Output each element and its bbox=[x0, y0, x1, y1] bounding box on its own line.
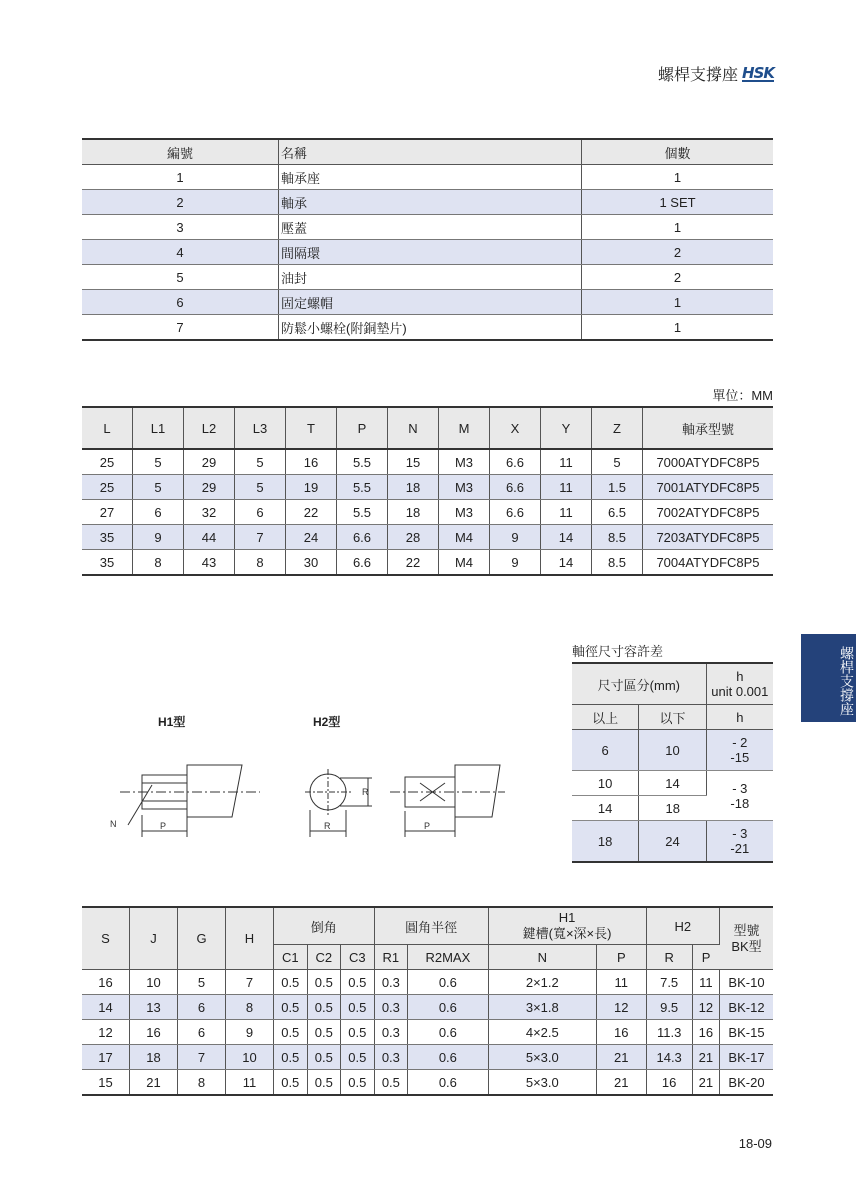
table-cell: 0.5 bbox=[307, 970, 341, 995]
dim-label-p-h1: P bbox=[160, 821, 167, 831]
table-cell: 6 bbox=[178, 995, 226, 1020]
bk-row bbox=[82, 995, 773, 1020]
table-cell: 6.6 bbox=[337, 550, 388, 576]
table-cell: 0.5 bbox=[374, 1070, 408, 1096]
tol-upper: - 3 bbox=[732, 826, 748, 841]
col-header-qty: 個數 bbox=[582, 139, 774, 165]
table-cell: 16 bbox=[692, 1020, 719, 1045]
table-cell: BK-10 bbox=[720, 970, 774, 995]
bk-header-chamfer: 倒角 bbox=[274, 907, 375, 945]
table-cell: 6.6 bbox=[490, 500, 541, 525]
table-cell: 6.6 bbox=[490, 475, 541, 500]
tol-cell: 6 bbox=[572, 730, 639, 771]
bk-sub-header: C1 bbox=[274, 945, 308, 970]
parts-row bbox=[82, 240, 773, 265]
table-cell: 14 bbox=[82, 995, 130, 1020]
table-cell: 0.5 bbox=[307, 1070, 341, 1096]
table-cell: 11 bbox=[692, 970, 719, 995]
table-cell: 8 bbox=[133, 550, 184, 576]
table-cell: 0.5 bbox=[274, 970, 308, 995]
table-cell: 5.5 bbox=[337, 475, 388, 500]
bk-table-body bbox=[82, 970, 773, 1096]
table-cell: 21 bbox=[597, 1070, 646, 1096]
table-cell: 18 bbox=[388, 500, 439, 525]
table-cell: 5×3.0 bbox=[488, 1045, 596, 1070]
tol-upper: - 2 bbox=[732, 735, 748, 750]
bk-sub-header: P bbox=[692, 945, 719, 970]
table-cell: 6 bbox=[82, 290, 279, 315]
table-cell: 2 bbox=[582, 265, 774, 290]
table-cell: 0.6 bbox=[408, 970, 488, 995]
table-cell: 44 bbox=[184, 525, 235, 550]
table-cell: 壓蓋 bbox=[279, 215, 582, 240]
tol-cell-h-merged bbox=[706, 771, 773, 821]
table-cell: 7004ATYDFC8P5 bbox=[643, 550, 774, 576]
dim-col-header: X bbox=[490, 407, 541, 449]
bk-header-h1 bbox=[488, 907, 646, 945]
tol-row bbox=[572, 821, 773, 863]
table-cell: 3×1.8 bbox=[488, 995, 596, 1020]
bk-sub-header: R1 bbox=[374, 945, 408, 970]
bk-header-j: J bbox=[130, 907, 178, 970]
table-cell: 8 bbox=[235, 550, 286, 576]
table-cell: 0.5 bbox=[341, 1020, 375, 1045]
table-cell: M4 bbox=[439, 550, 490, 576]
table-cell: 15 bbox=[82, 1070, 130, 1096]
table-cell: 0.5 bbox=[274, 1045, 308, 1070]
table-cell: 7 bbox=[82, 315, 279, 341]
table-cell: 0.5 bbox=[341, 1070, 375, 1096]
dim-col-header: L2 bbox=[184, 407, 235, 449]
table-cell: 0.5 bbox=[274, 1020, 308, 1045]
dim-row bbox=[82, 525, 773, 550]
bk-row bbox=[82, 1020, 773, 1045]
table-cell: 17 bbox=[82, 1045, 130, 1070]
unit-label: 單位：MM bbox=[712, 388, 773, 403]
table-cell: BK-17 bbox=[720, 1045, 774, 1070]
table-cell: 0.6 bbox=[408, 1045, 488, 1070]
table-cell: 7.5 bbox=[646, 970, 692, 995]
bk-header-model bbox=[720, 907, 774, 970]
table-cell: 9 bbox=[490, 525, 541, 550]
col-header-name: 名稱 bbox=[279, 139, 582, 165]
table-cell: 11 bbox=[541, 449, 592, 475]
table-cell: 間隔環 bbox=[279, 240, 582, 265]
table-cell: 21 bbox=[692, 1070, 719, 1096]
parts-table bbox=[82, 138, 773, 341]
table-cell: 7000ATYDFC8P5 bbox=[643, 449, 774, 475]
parts-row bbox=[82, 165, 773, 190]
tol-row bbox=[572, 771, 773, 796]
table-cell: 6 bbox=[178, 1020, 226, 1045]
bk-header-s: S bbox=[82, 907, 130, 970]
table-cell: 30 bbox=[286, 550, 337, 576]
table-cell: 11.3 bbox=[646, 1020, 692, 1045]
table-cell: 1 bbox=[582, 215, 774, 240]
parts-table-body bbox=[82, 165, 773, 341]
dim-col-header: L bbox=[82, 407, 133, 449]
table-cell: 0.6 bbox=[408, 995, 488, 1020]
bk-header-g: G bbox=[178, 907, 226, 970]
table-cell: 29 bbox=[184, 449, 235, 475]
table-cell: 3 bbox=[82, 215, 279, 240]
parts-row bbox=[82, 215, 773, 240]
table-cell: M3 bbox=[439, 449, 490, 475]
bk-header-radius: 圓角半徑 bbox=[374, 907, 488, 945]
h2-type-label: H2型 bbox=[313, 715, 341, 729]
table-cell: 0.5 bbox=[307, 1045, 341, 1070]
table-cell: 16 bbox=[130, 1020, 178, 1045]
table-cell: 6.6 bbox=[337, 525, 388, 550]
bk-sub-header: N bbox=[488, 945, 596, 970]
tol-sub-above: 以上 bbox=[572, 705, 639, 730]
table-cell: 1 SET bbox=[582, 190, 774, 215]
bk-header-h1-title: H1 bbox=[558, 910, 576, 925]
dim-label-r-h2: R bbox=[324, 821, 331, 831]
table-cell: 5 bbox=[82, 265, 279, 290]
table-cell: 7203ATYDFC8P5 bbox=[643, 525, 774, 550]
tol-cell: 14 bbox=[639, 771, 706, 796]
table-cell: 21 bbox=[597, 1045, 646, 1070]
dim-label-n: N bbox=[110, 819, 117, 829]
dimension-table-body bbox=[82, 449, 773, 575]
table-cell: 8.5 bbox=[592, 525, 643, 550]
table-cell: 24 bbox=[286, 525, 337, 550]
bk-header-h2: H2 bbox=[646, 907, 719, 945]
table-cell: 0.6 bbox=[408, 1020, 488, 1045]
bk-header-h: H bbox=[226, 907, 274, 970]
dim-col-header: L1 bbox=[133, 407, 184, 449]
table-cell: 18 bbox=[388, 475, 439, 500]
table-cell: 28 bbox=[388, 525, 439, 550]
page-number: 18-09 bbox=[738, 1136, 772, 1151]
table-cell: 16 bbox=[597, 1020, 646, 1045]
table-cell: 29 bbox=[184, 475, 235, 500]
table-cell: 2 bbox=[582, 240, 774, 265]
table-cell: 11 bbox=[541, 475, 592, 500]
table-cell: 16 bbox=[286, 449, 337, 475]
table-cell: 2 bbox=[82, 190, 279, 215]
parts-row bbox=[82, 265, 773, 290]
table-cell: 25 bbox=[82, 475, 133, 500]
table-cell: 10 bbox=[130, 970, 178, 995]
table-cell: 12 bbox=[597, 995, 646, 1020]
tol-cell-h bbox=[706, 730, 773, 771]
table-cell: 0.5 bbox=[307, 1020, 341, 1045]
table-cell: 7 bbox=[235, 525, 286, 550]
dim-row bbox=[82, 550, 773, 576]
bk-sub-header: C2 bbox=[307, 945, 341, 970]
tol-cell: 18 bbox=[639, 796, 706, 821]
dim-col-header: 軸承型號 bbox=[643, 407, 774, 449]
table-cell: 11 bbox=[226, 1070, 274, 1096]
shaft-end-diagram bbox=[100, 755, 520, 845]
dim-row bbox=[82, 475, 773, 500]
table-cell: 35 bbox=[82, 525, 133, 550]
tol-cell: 10 bbox=[639, 730, 706, 771]
table-cell: 5 bbox=[592, 449, 643, 475]
tol-header-unit: unit 0.001 bbox=[711, 684, 769, 699]
table-cell: 4 bbox=[82, 240, 279, 265]
tol-header-h bbox=[706, 663, 773, 705]
table-cell: 0.5 bbox=[307, 995, 341, 1020]
table-cell: 8.5 bbox=[592, 550, 643, 576]
tol-lower: -15 bbox=[730, 750, 750, 765]
dim-col-header: Y bbox=[541, 407, 592, 449]
dim-col-header: N bbox=[388, 407, 439, 449]
table-cell: 21 bbox=[692, 1045, 719, 1070]
tol-row bbox=[572, 730, 773, 771]
dim-col-header: M bbox=[439, 407, 490, 449]
table-cell: 5.5 bbox=[337, 449, 388, 475]
table-cell: 軸承 bbox=[279, 190, 582, 215]
bk-sub-header: R bbox=[646, 945, 692, 970]
table-cell: 19 bbox=[286, 475, 337, 500]
header-title: 螺桿支撐座 bbox=[658, 67, 739, 84]
tol-cell: 18 bbox=[572, 821, 639, 863]
dim-label-p-h2: P bbox=[424, 821, 431, 831]
table-cell: 1 bbox=[82, 165, 279, 190]
table-cell: 8 bbox=[226, 995, 274, 1020]
table-cell: 12 bbox=[692, 995, 719, 1020]
bk-row bbox=[82, 1045, 773, 1070]
table-cell: 7001ATYDFC8P5 bbox=[643, 475, 774, 500]
dimension-table-header bbox=[82, 407, 773, 449]
table-cell: 16 bbox=[82, 970, 130, 995]
bk-spec-table bbox=[82, 906, 773, 1096]
bk-sub-header: R2MAX bbox=[408, 945, 488, 970]
table-cell: BK-20 bbox=[720, 1070, 774, 1096]
table-cell: BK-15 bbox=[720, 1020, 774, 1045]
dim-row bbox=[82, 449, 773, 475]
parts-row bbox=[82, 190, 773, 215]
dim-col-header: Z bbox=[592, 407, 643, 449]
dim-label-r-side: R bbox=[362, 787, 369, 797]
table-cell: 2×1.2 bbox=[488, 970, 596, 995]
table-cell: 7 bbox=[226, 970, 274, 995]
tol-cell: 10 bbox=[572, 771, 639, 796]
table-cell: 6 bbox=[133, 500, 184, 525]
tol-upper: - 3 bbox=[732, 780, 748, 796]
table-cell: M3 bbox=[439, 475, 490, 500]
bk-row bbox=[82, 970, 773, 995]
table-cell: 10 bbox=[226, 1045, 274, 1070]
brand-logo: HSK bbox=[742, 63, 774, 82]
table-cell: 27 bbox=[82, 500, 133, 525]
table-cell: 1 bbox=[582, 290, 774, 315]
table-cell: 4×2.5 bbox=[488, 1020, 596, 1045]
table-cell: 15 bbox=[388, 449, 439, 475]
table-cell: 0.5 bbox=[341, 1045, 375, 1070]
table-cell: 0.3 bbox=[374, 970, 408, 995]
col-header-number: 編號 bbox=[82, 139, 279, 165]
parts-row bbox=[82, 290, 773, 315]
tol-lower: -18 bbox=[730, 795, 750, 811]
bk-row bbox=[82, 1070, 773, 1096]
table-cell: 5 bbox=[178, 970, 226, 995]
table-cell: M3 bbox=[439, 500, 490, 525]
table-cell: 7002ATYDFC8P5 bbox=[643, 500, 774, 525]
dimension-table bbox=[82, 406, 773, 576]
table-cell: 9 bbox=[133, 525, 184, 550]
table-cell: 0.3 bbox=[374, 995, 408, 1020]
table-cell: 35 bbox=[82, 550, 133, 576]
table-cell: 9 bbox=[226, 1020, 274, 1045]
page-header bbox=[658, 62, 774, 85]
table-cell: 16 bbox=[646, 1070, 692, 1096]
h1-shaft-drawing bbox=[120, 765, 260, 837]
table-cell: 防鬆小螺栓(附銅墊片) bbox=[279, 315, 582, 341]
table-cell: 22 bbox=[388, 550, 439, 576]
table-cell: 14 bbox=[541, 525, 592, 550]
table-cell: M4 bbox=[439, 525, 490, 550]
table-cell: 5 bbox=[235, 449, 286, 475]
table-cell: 12 bbox=[82, 1020, 130, 1045]
tol-cell: 24 bbox=[639, 821, 706, 863]
table-cell: 32 bbox=[184, 500, 235, 525]
table-cell: 5.5 bbox=[337, 500, 388, 525]
section-side-tab[interactable]: 螺桿支撐座 bbox=[801, 634, 856, 722]
dim-col-header: P bbox=[337, 407, 388, 449]
table-cell: 5×3.0 bbox=[488, 1070, 596, 1096]
h2-shaft-drawing bbox=[305, 765, 505, 837]
bk-sub-header: C3 bbox=[341, 945, 375, 970]
dim-col-header: T bbox=[286, 407, 337, 449]
table-cell: BK-12 bbox=[720, 995, 774, 1020]
h1-type-label: H1型 bbox=[158, 715, 186, 729]
table-cell: 9.5 bbox=[646, 995, 692, 1020]
bk-header-model-title: 型號 bbox=[733, 922, 760, 938]
table-cell: 6 bbox=[235, 500, 286, 525]
table-cell: 5 bbox=[133, 475, 184, 500]
table-cell: 0.6 bbox=[408, 1070, 488, 1096]
table-cell: 0.3 bbox=[374, 1045, 408, 1070]
table-cell: 13 bbox=[130, 995, 178, 1020]
table-cell: 0.5 bbox=[274, 995, 308, 1020]
bk-header-h1-sub: 鍵槽(寬×深×長) bbox=[522, 926, 612, 941]
tol-sub-h: h bbox=[706, 705, 773, 730]
table-cell: 5 bbox=[235, 475, 286, 500]
table-cell: 6.5 bbox=[592, 500, 643, 525]
table-cell: 21 bbox=[130, 1070, 178, 1096]
tol-cell-h bbox=[706, 821, 773, 863]
table-cell: 11 bbox=[541, 500, 592, 525]
table-cell: 11 bbox=[597, 970, 646, 995]
table-cell: 1 bbox=[582, 315, 774, 341]
table-cell: 油封 bbox=[279, 265, 582, 290]
tolerance-table bbox=[572, 662, 773, 863]
tol-cell: 14 bbox=[572, 796, 639, 821]
table-cell: 14 bbox=[541, 550, 592, 576]
tol-lower: -21 bbox=[730, 841, 750, 856]
table-cell: 0.5 bbox=[341, 970, 375, 995]
table-cell: 9 bbox=[490, 550, 541, 576]
bk-sub-header: P bbox=[597, 945, 646, 970]
dim-col-header: L3 bbox=[235, 407, 286, 449]
table-cell: 0.5 bbox=[341, 995, 375, 1020]
table-cell: 14.3 bbox=[646, 1045, 692, 1070]
tol-header-size: 尺寸區分(mm) bbox=[572, 663, 706, 705]
table-cell: 1.5 bbox=[592, 475, 643, 500]
tol-sub-below: 以下 bbox=[639, 705, 706, 730]
dim-row bbox=[82, 500, 773, 525]
table-cell: 25 bbox=[82, 449, 133, 475]
tol-header-h-label: h bbox=[736, 669, 744, 684]
table-cell: 1 bbox=[582, 165, 774, 190]
table-cell: 43 bbox=[184, 550, 235, 576]
table-cell: 22 bbox=[286, 500, 337, 525]
table-cell: 固定螺帽 bbox=[279, 290, 582, 315]
table-cell: 18 bbox=[130, 1045, 178, 1070]
tolerance-title: 軸徑尺寸容許差 bbox=[572, 644, 664, 659]
table-cell: 0.5 bbox=[274, 1070, 308, 1096]
bk-header-model-sub: BK型 bbox=[731, 938, 762, 954]
table-cell: 8 bbox=[178, 1070, 226, 1096]
parts-row bbox=[82, 315, 773, 341]
table-cell: 0.3 bbox=[374, 1020, 408, 1045]
table-cell: 軸承座 bbox=[279, 165, 582, 190]
table-cell: 5 bbox=[133, 449, 184, 475]
table-cell: 7 bbox=[178, 1045, 226, 1070]
table-cell: 6.6 bbox=[490, 449, 541, 475]
